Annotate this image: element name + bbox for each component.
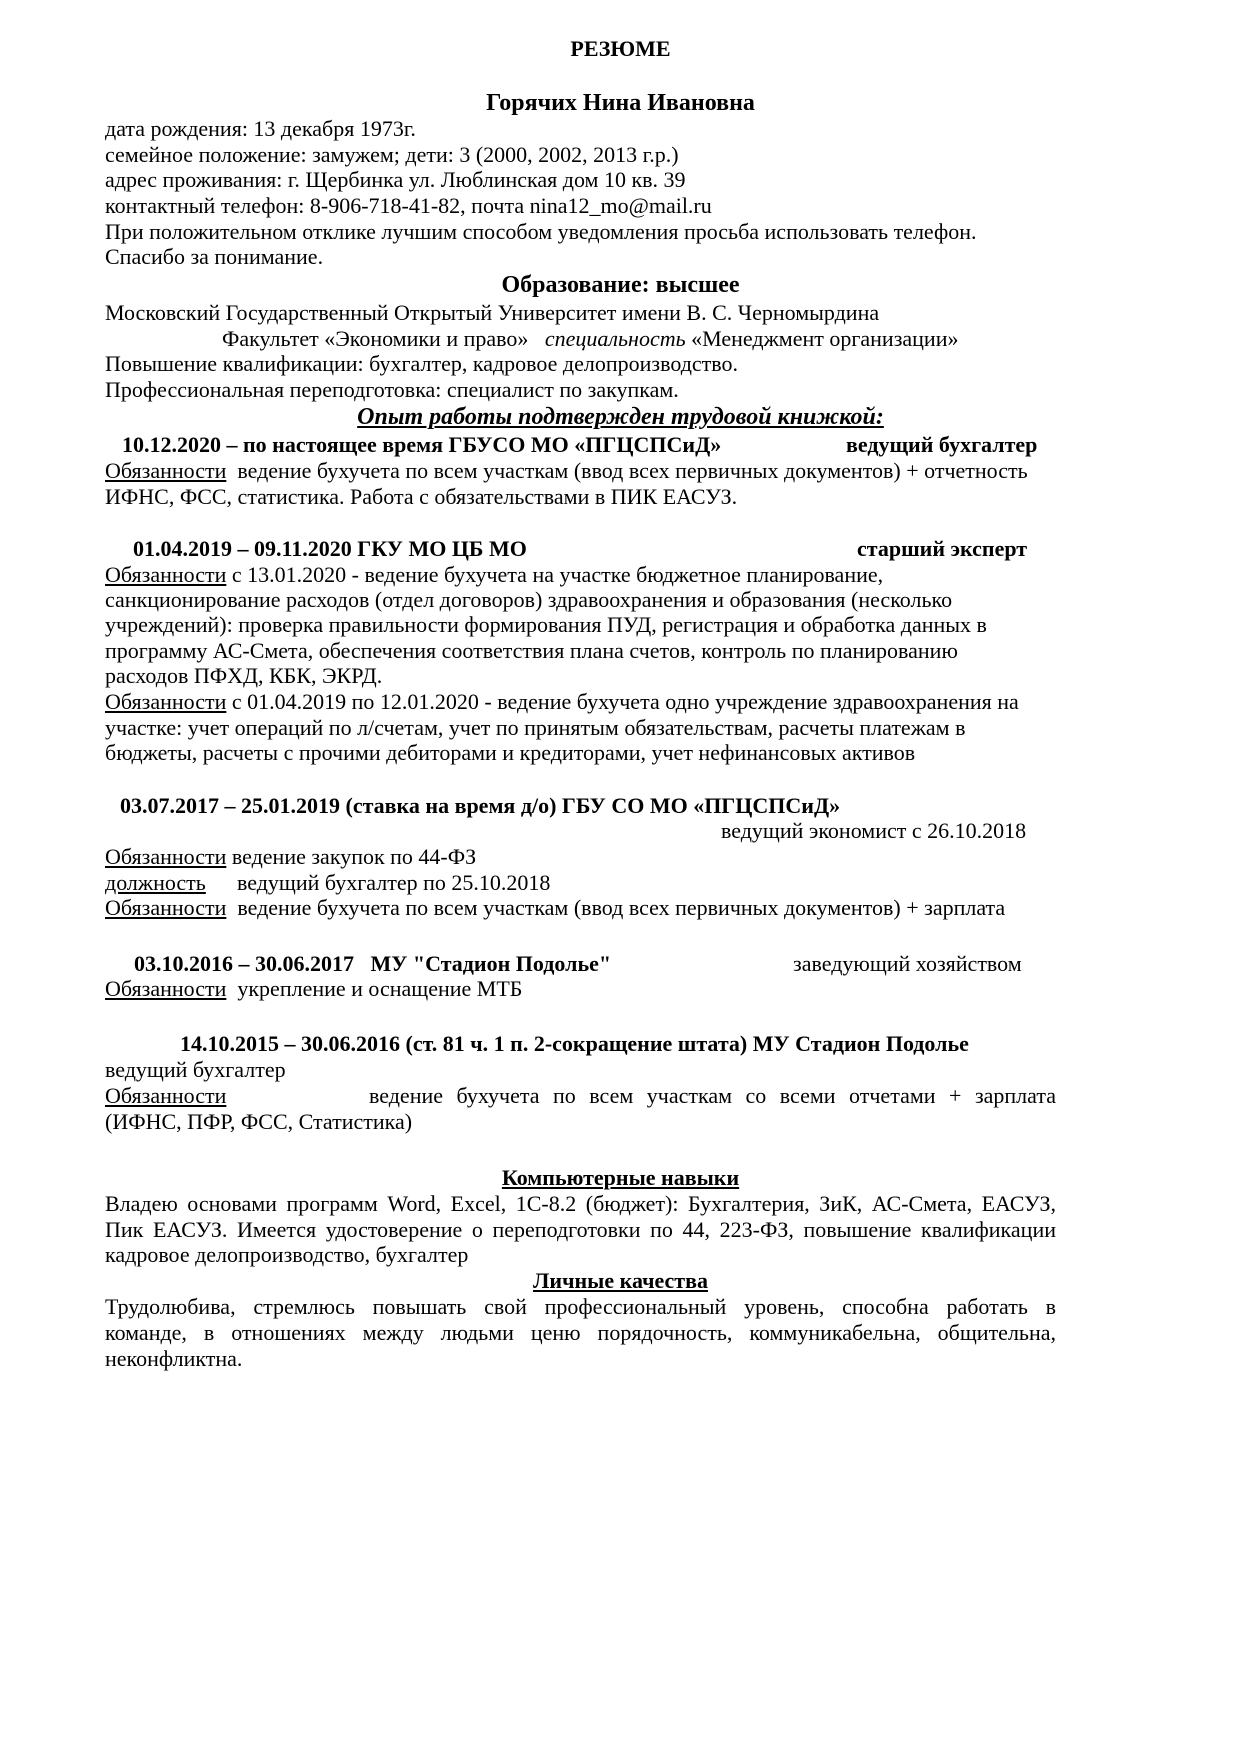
- job-5-duties-cont: (ИФНС, ПФР, ФСС, Статистика): [105, 1109, 413, 1134]
- education-heading: Образование: высшее: [501, 272, 740, 298]
- job-4-header: 03.10.2016 – 30.06.2017 МУ "Стадион Подолье": [134, 951, 612, 976]
- job-3-header: 03.07.2017 – 25.01.2019 (ставка на время д/о) ГБУ СО МО «ПГЦСПСиД»: [120, 793, 841, 818]
- duties-label: Обязанности: [105, 895, 227, 920]
- job-2-line-3: учреждений): проверка правильности формирования ПУД, регистрация и обработка данных в: [105, 612, 987, 637]
- job-1-duties: [105, 458, 1028, 484]
- job-3-duties-a: [105, 844, 476, 870]
- job-3-duties-b: [105, 895, 1005, 921]
- qualification: Повышение квалификации: бухгалтер, кадровое делопроизводство.: [105, 351, 739, 376]
- duties-label: Обязанности: [105, 562, 227, 587]
- document-title: РЕЗЮМЕ: [570, 36, 671, 61]
- job-1-header: 10.12.2020 – по настоящее время ГБУСО МО «ПГЦСПСиД»: [122, 432, 722, 457]
- qualities-line-3: неконфликтна.: [105, 1346, 243, 1371]
- post-label: должность: [105, 870, 206, 895]
- job-2-duties-b: [105, 689, 1019, 715]
- job-1-duties-cont: ИФНС, ФСС, статистика. Работа с обязательствами в ПИК ЕАСУЗ.: [105, 484, 738, 509]
- job-2-line-4: программу АС-Смета, обеспечения соответствия плана счетов, контроль по планированию: [105, 638, 958, 663]
- job-5-duties-label: Обязанности: [105, 1083, 227, 1108]
- job-3-post: [105, 870, 206, 896]
- job-3-position: ведущий экономист с 26.10.2018: [721, 818, 1027, 843]
- job-2-header: 01.04.2019 – 09.11.2020 ГКУ МО ЦБ МО: [133, 536, 527, 561]
- duties-text: ведение бухучета по всем участкам (ввод всех первичных документов) + отчетность: [237, 458, 1028, 483]
- job-1-position: ведущий бухгалтер: [846, 432, 1038, 457]
- job-5-position: ведущий бухгалтер: [105, 1057, 286, 1082]
- job-2-duties-a: [105, 562, 883, 588]
- duties-text: ведение закупок по 44-ФЗ: [231, 844, 477, 869]
- job-2-line-7: участке: учет операций по л/счетам, учет по принятым обязательствам, расчеты платежам в: [105, 715, 966, 740]
- job-5-duties: ведение бухучета по всем участкам со всеми отчетами + зарплата: [369, 1083, 1056, 1108]
- contact-info: контактный телефон: 8-906-718-41-82, почта nina12_mo@mail.ru: [105, 193, 712, 218]
- specialty-label: специальность: [544, 326, 686, 351]
- skills-heading: Компьютерные навыки: [501, 1165, 740, 1190]
- experience-heading: Опыт работы подтвержден трудовой книжкой:: [357, 404, 884, 430]
- skills-line-3: кадровое делопроизводство, бухгалтер: [105, 1242, 469, 1267]
- birth-date: дата рождения: 13 декабря 1973г.: [105, 116, 416, 141]
- skills-line-2: Пик ЕАСУЗ. Имеется удостоверение о переподготовки по 44, 223-ФЗ, повышение квалификации: [105, 1217, 1056, 1242]
- contact-note: При положительном отклике лучшим способом уведомления просьба использовать телефон.: [105, 219, 977, 244]
- qualities-heading: Личные качества: [533, 1268, 708, 1293]
- faculty-name: Факультет «Экономики и право»: [222, 326, 529, 351]
- duties-text: ведение бухучета по всем участкам (ввод всех первичных документов) + зарплата: [237, 895, 1006, 920]
- duties-text: укрепление и оснащение МТБ: [237, 976, 523, 1001]
- job-2-line-5: расходов ПФХД, КБК, ЭКРД.: [105, 663, 383, 688]
- skills-line-1: Владею основами программ Word, Excel, 1С-8.2 (бюджет): Бухгалтерия, ЗиК, АС-Смета, ЕАСУЗ,: [105, 1191, 1056, 1216]
- qualities-line-2: команде, в отношениях между людьми ценю порядочность, коммуникабельна, общительна,: [105, 1320, 1056, 1345]
- duties-text: с 01.04.2019 по 12.01.2020 - ведение бухучета одно учреждение здравоохранения на: [231, 689, 1019, 714]
- university: Московский Государственный Открытый Университет имени В. С. Черномырдина: [105, 300, 880, 325]
- duties-label: Обязанности: [105, 844, 227, 869]
- job-4-position: заведующий хозяйством: [793, 951, 1022, 976]
- specialty-value: «Менеджмент организации»: [691, 326, 959, 351]
- qualities-line-1: Трудолюбива, стремлюсь повышать свой профессиональный уровень, способна работать в: [105, 1294, 1056, 1319]
- duties-label: Обязанности: [105, 689, 227, 714]
- duties-label: Обязанности: [105, 976, 227, 1001]
- thanks-note: Спасибо за понимание.: [105, 244, 324, 269]
- job-2-position: старший эксперт: [857, 536, 1028, 561]
- job-4-duties: [105, 976, 522, 1002]
- job-2-line-8: бюджеты, расчеты с прочими дебиторами и кредиторами, учет нефинансовых активов: [105, 740, 916, 765]
- candidate-name: Горячих Нина Ивановна: [486, 90, 755, 116]
- address: адрес проживания: г. Щербинка ул. Люблинская дом 10 кв. 39: [105, 167, 686, 192]
- job-3-post-value: ведущий бухгалтер по 25.10.2018: [237, 870, 551, 895]
- duties-label: Обязанности: [105, 458, 227, 483]
- duties-text: с 13.01.2020 - ведение бухучета на участке бюджетное планирование,: [231, 562, 884, 587]
- job-5-header: 14.10.2015 – 30.06.2016 (ст. 81 ч. 1 п. 2-сокращение штата) МУ Стадион Подолье: [180, 1031, 969, 1056]
- faculty: [222, 326, 958, 352]
- job-2-line-2: санкционирование расходов (отдел договоров) здравоохранения и образования (несколько: [105, 587, 953, 612]
- family-status: семейное положение: замужем; дети: 3 (2000, 2002, 2013 г.р.): [105, 142, 679, 167]
- retraining: Профессиональная переподготовка: специалист по закупкам.: [105, 377, 679, 402]
